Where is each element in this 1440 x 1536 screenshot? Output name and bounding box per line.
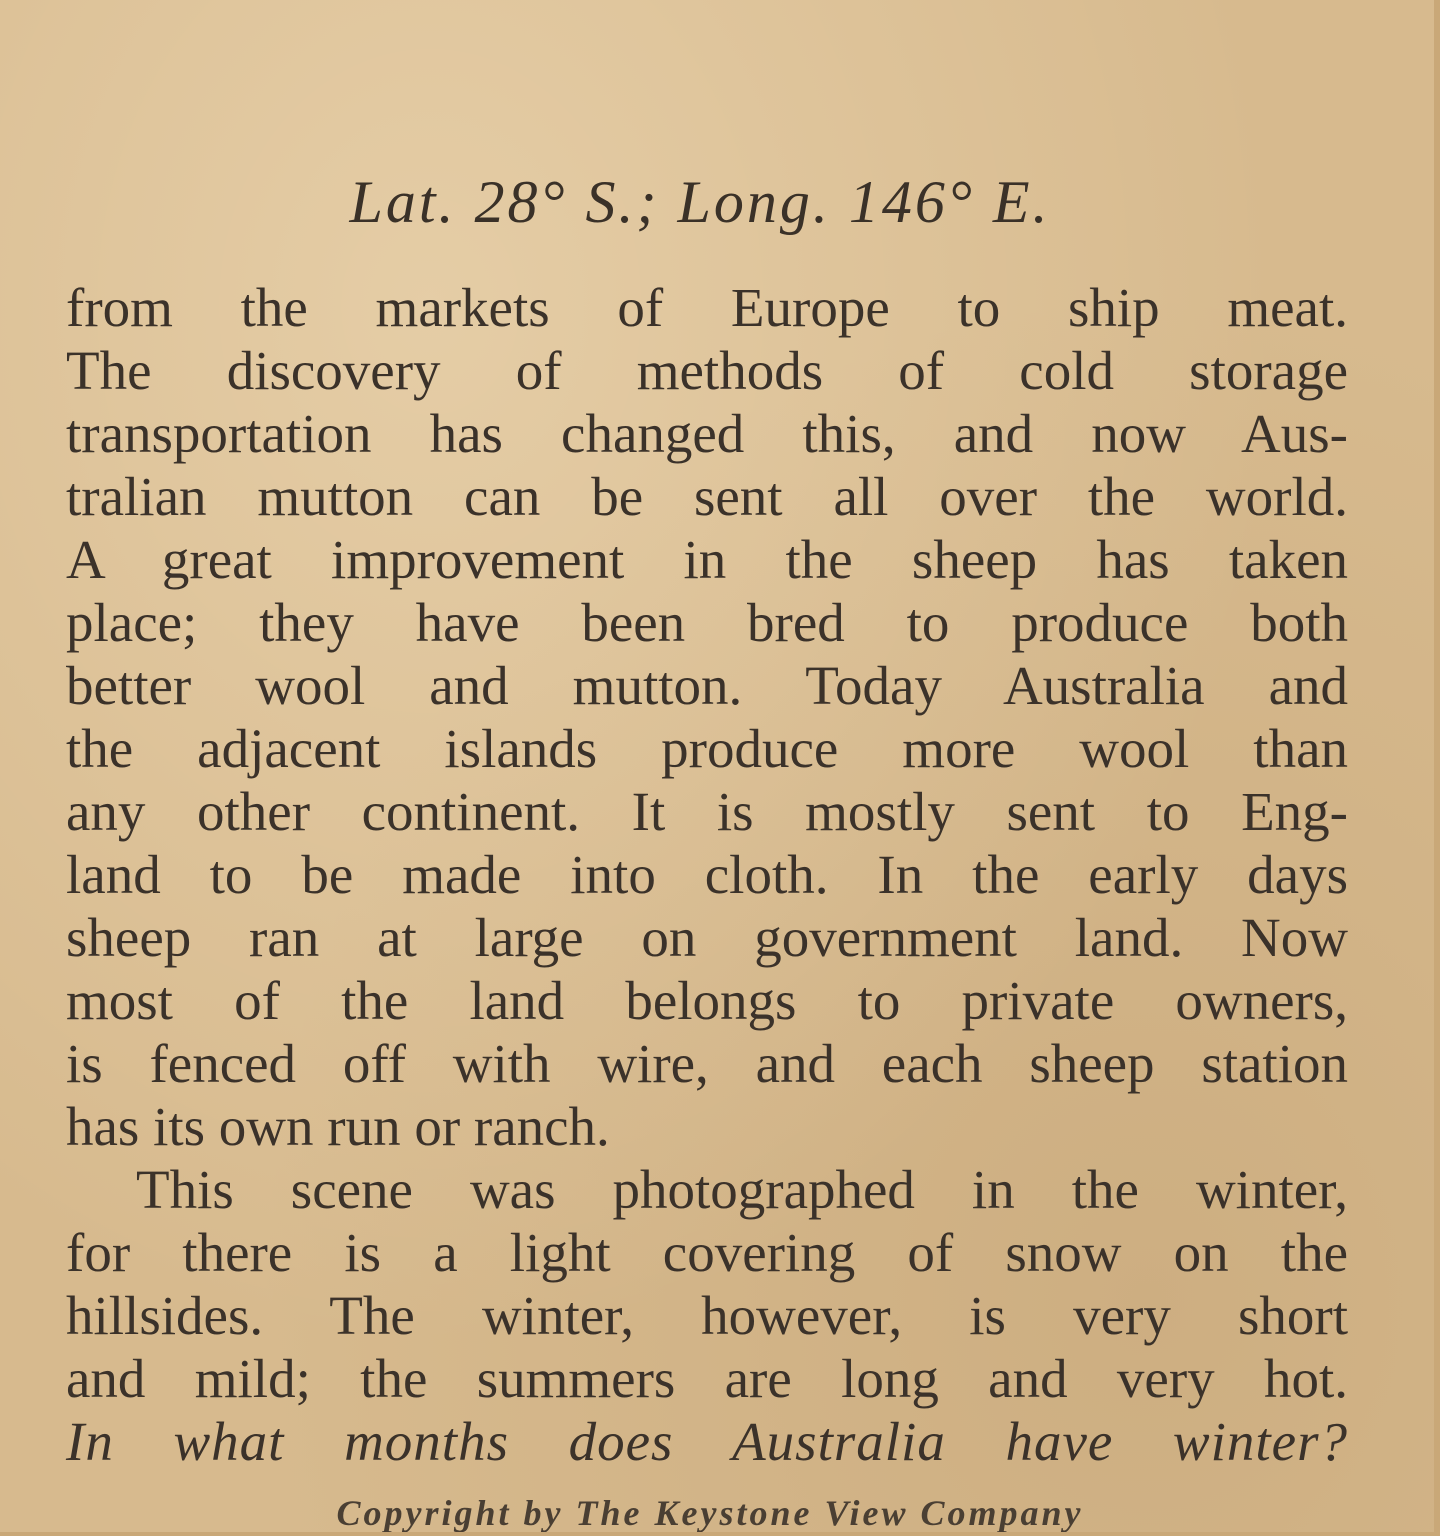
text-line: tralian mutton can be sent all over the world. <box>66 466 1348 527</box>
text-line: land to be made into cloth. In the early days <box>66 844 1348 905</box>
text-line: A great improvement in the sheep has taken <box>66 529 1348 590</box>
text-line: place; they have been bred to produce both <box>66 592 1348 653</box>
coordinates-heading: Lat. 28° S.; Long. 146° E. <box>349 169 1051 235</box>
text-line: The discovery of methods of cold storage <box>66 340 1348 401</box>
copyright-footer: Copyright by The Keystone View Company <box>336 1493 1084 1533</box>
text-line: for there is a light covering of snow on the <box>66 1222 1348 1283</box>
text-line: sheep ran at large on government land. Now <box>66 907 1348 968</box>
text-line: the adjacent islands produce more wool than <box>66 718 1348 779</box>
text-line: hillsides. The winter, however, is very short <box>66 1285 1348 1346</box>
question-line: In what months does Australia have winter? <box>66 1411 1348 1472</box>
text-line: any other continent. It is mostly sent to Eng- <box>66 781 1348 842</box>
text-line: is fenced off with wire, and each sheep station <box>66 1033 1348 1094</box>
text-line: This scene was photographed in the winter, <box>136 1159 1348 1220</box>
text-line: has its own run or ranch. <box>66 1096 610 1157</box>
text-line: transportation has changed this, and now Aus- <box>66 403 1348 464</box>
text-line: and mild; the summers are long and very hot. <box>66 1348 1348 1409</box>
text-line: better wool and mutton. Today Australia and <box>66 655 1348 716</box>
text-line: most of the land belongs to private owners, <box>66 970 1348 1031</box>
text-line: from the markets of Europe to ship meat. <box>66 277 1348 338</box>
card-body-text <box>66 276 1348 1473</box>
